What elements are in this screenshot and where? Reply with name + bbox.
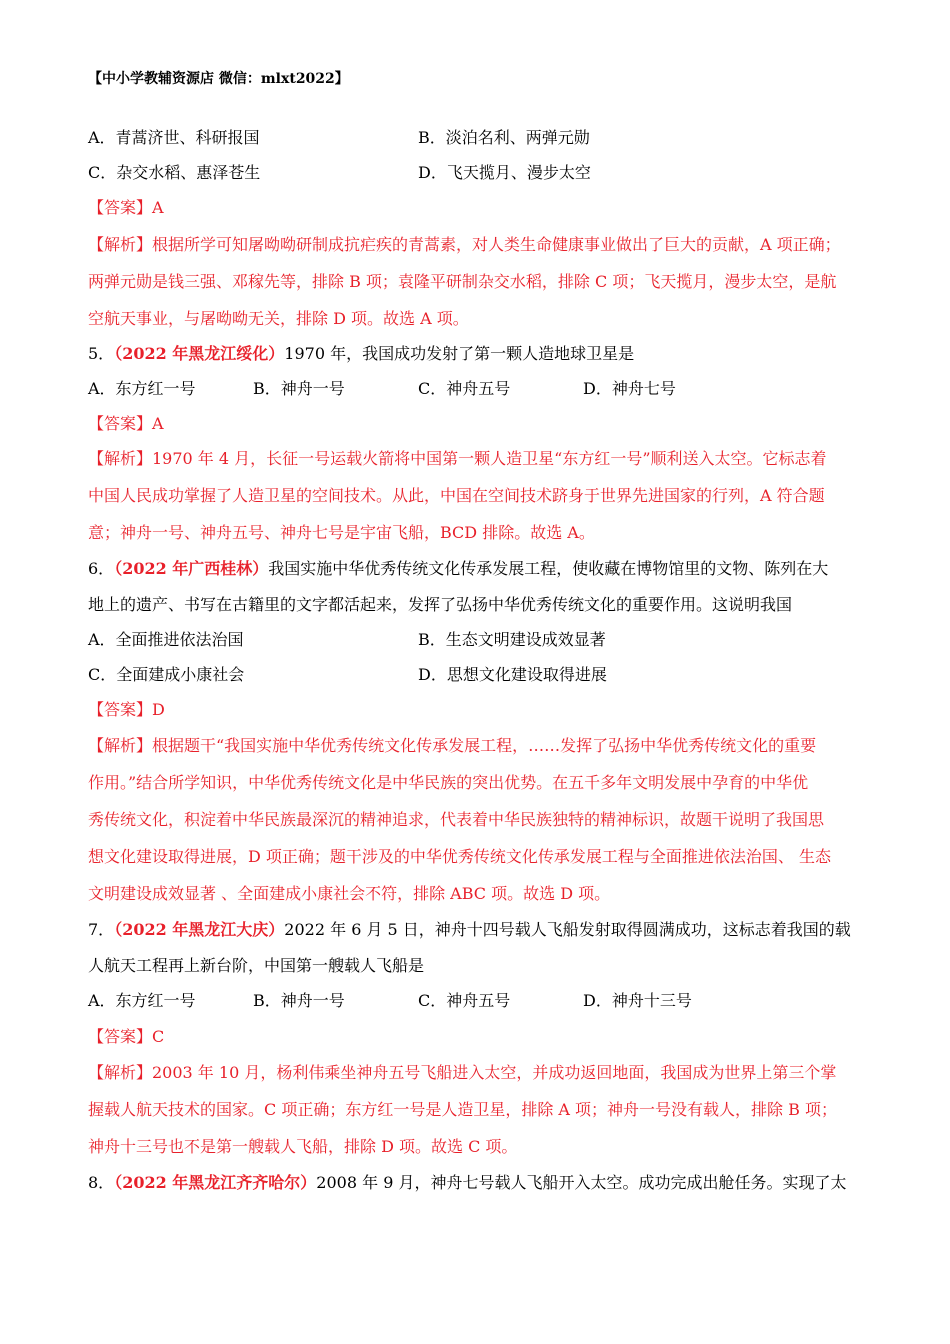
q6-option-c: C．全面建成小康社会 [88, 665, 245, 684]
q6-analysis-line: 想文化建设取得进展，D 项正确；题干涉及的中华优秀传统文化传承发展工程与全面推进依法治国、 生态 [88, 847, 832, 866]
q5-analysis-line: 意；神舟一号、神舟五号、神舟七号是宇宙飞船，BCD 排除。故选 A。 [88, 523, 595, 542]
q7-option-b: B．神舟一号 [253, 991, 345, 1010]
q8-stem [88, 1171, 863, 1195]
q7-stem [88, 918, 863, 942]
q4-analysis-line: 空航天事业，与屠呦呦无关，排除 D 项。故选 A 项。 [88, 309, 469, 328]
q6-source: （2022 年广西桂林） [114, 559, 269, 578]
q6-number: 6． [88, 559, 115, 578]
q7-answer: 【答案】C [88, 1027, 165, 1046]
q7-analysis-line: 握载人航天技术的国家。C 项正确；东方红一号是人造卫星，排除 A 项；神舟一号没有载人，排除 B 项； [88, 1100, 837, 1119]
q6-option-d: D．思想文化建设取得进展 [418, 665, 607, 684]
q7-option-d: D．神舟十三号 [583, 991, 692, 1010]
q7-number: 7． [88, 920, 115, 939]
q8-source: （2022 年黑龙江齐齐哈尔） [114, 1173, 317, 1192]
q4-analysis-line: 两弹元勋是钱三强、邓稼先等，排除 B 项；袁隆平研制杂交水稻，排除 C 项；飞天揽月，漫步太空，是航 [88, 272, 837, 291]
q7-analysis-line: 神舟十三号也不是第一艘载人飞船，排除 D 项。故选 C 项。 [88, 1137, 518, 1156]
q4-analysis-line: 【解析】根据所学可知屠呦呦研制成抗疟疾的青蒿素，对人类生命健康事业做出了巨大的贡献，A 项正确； [88, 235, 841, 254]
q5-stem-text: 1970 年，我国成功发射了第一颗人造地球卫星是 [284, 344, 635, 363]
q6-stem-line: 地上的遗产、书写在古籍里的文字都活起来，发挥了弘扬中华优秀传统文化的重要作用。这说明我国 [88, 595, 793, 614]
q8-stem-text: 2008 年 9 月，神舟七号载人飞船开入太空。成功完成出舱任务。实现了太 [316, 1173, 847, 1192]
q4-answer: 【答案】A [88, 198, 164, 217]
q5-option-d: D．神舟七号 [583, 379, 676, 398]
q6-option-b: B．生态文明建设成效显著 [418, 630, 606, 649]
q7-analysis-line: 【解析】2003 年 10 月，杨利伟乘坐神舟五号飞船进入太空，并成功返回地面，我国成为世界上第三个掌 [88, 1063, 837, 1082]
q8-number: 8． [88, 1173, 115, 1192]
q6-analysis-line: 文明建设成效显著 、全面建成小康社会不符，排除 ABC 项。故选 D 项。 [88, 884, 611, 903]
q5-analysis-line: 【解析】1970 年 4 月，长征一号运载火箭将中国第一颗人造卫星“东方红一号”顺利送入太空。它标志着 [88, 449, 827, 468]
q5-option-b: B．神舟一号 [253, 379, 345, 398]
q5-number: 5． [88, 344, 115, 363]
q7-stem-line: 人航天工程再上新台阶，中国第一艘载人飞船是 [88, 956, 425, 975]
q6-stem-text: 我国实施中华优秀传统文化传承发展工程，使收藏在博物馆里的文物、陈列在大 [268, 559, 829, 578]
q5-stem [88, 342, 863, 366]
q7-stem-text: 2022 年 6 月 5 日，神舟十四号载人飞船发射取得圆满成功，这标志着我国的载 [284, 920, 851, 939]
q4-option-a: A．青蒿济世、科研报国 [88, 128, 260, 147]
q4-option-b: B．淡泊名利、两弹元勋 [418, 128, 590, 147]
q7-option-a: A．东方红一号 [88, 991, 196, 1010]
q7-option-c: C．神舟五号 [418, 991, 511, 1010]
q5-option-c: C．神舟五号 [418, 379, 511, 398]
q5-option-a: A．东方红一号 [88, 379, 196, 398]
q5-analysis-line: 中国人民成功掌握了人造卫星的空间技术。从此，中国在空间技术跻身于世界先进国家的行列，A 符合题 [88, 486, 825, 505]
q5-source: （2022 年黑龙江绥化） [114, 344, 285, 363]
q6-option-a: A．全面推进依法治国 [88, 630, 244, 649]
q4-option-c: C．杂交水稻、惠泽苍生 [88, 163, 261, 182]
q6-answer: 【答案】D [88, 700, 165, 719]
q4-option-d: D．飞天揽月、漫步太空 [418, 163, 591, 182]
q5-answer: 【答案】A [88, 414, 164, 433]
q7-source: （2022 年黑龙江大庆） [114, 920, 285, 939]
q6-analysis-line: 秀传统文化，积淀着中华民族最深沉的精神追求，代表着中华民族独特的精神标识，故题干说明了我国思 [88, 810, 825, 829]
header-note: 【中小学教辅资源店 微信：mlxt2022】 [88, 71, 349, 87]
q6-analysis-line: 【解析】根据题干“我国实施中华优秀传统文化传承发展工程，……发挥了弘扬中华优秀传统文化的重要 [88, 736, 817, 755]
q6-stem [88, 557, 863, 581]
q6-analysis-line: 作用。”结合所学知识，中华优秀传统文化是中华民族的突出优势。在五千多年文明发展中孕育的中华优 [88, 773, 809, 792]
